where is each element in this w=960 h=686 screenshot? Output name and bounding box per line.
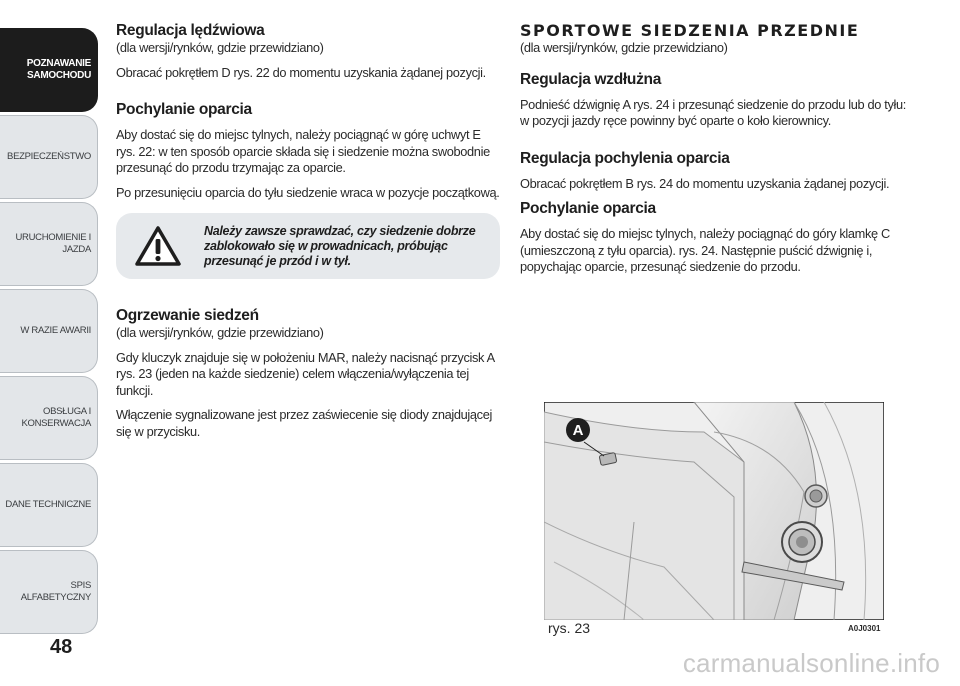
- tab-uruchomienie-i-jazda[interactable]: URUCHOMIENIE I JAZDA: [0, 202, 98, 286]
- longitudinal-text: Podnieść dźwignię A rys. 24 i przesunąć siedzenie do przodu lub do tyłu: w pozycji jazdy ręce powinny być oparte o koło kierownicy.: [520, 96, 906, 128]
- backrest-text-1: Aby dostać się do miejsc tylnych, należy pociągnąć w górę uchwyt E rys. 22: w ten sposób oparcie składa się i siedzenie można swobodnie przesunąć do przodu trzymając za oparcie.: [116, 127, 490, 175]
- right-column: [520, 22, 910, 276]
- section-heading: SPORTOWE SIEDZENIA PRZEDNIE: [520, 21, 860, 40]
- tab-w-razie-awarii[interactable]: W RAZIE AWARII: [0, 289, 98, 373]
- warning-text: Należy zawsze sprawdzać, czy siedzenie dobrze zablokowało się w prowadnicach, próbując przesunąć je przód i w tył.: [204, 223, 476, 268]
- warning-triangle-icon: [134, 225, 182, 267]
- backrest-title: Pochylanie oparcia: [116, 101, 252, 118]
- tab-spis-alfabetyczny[interactable]: SPIS ALFABETYCZNY: [0, 550, 98, 634]
- lumbar-subtitle: (dla wersji/rynków, gdzie przewidziano): [116, 40, 324, 55]
- right-backrest-text: Aby dostać się do miejsc tylnych, należy pociągnąć do góry klamkę C (umieszczoną z tyłu oparcia). rys. 24. Następnie puścić dźwignię i, popychając oparcie, przesunąć siedzenie do przodu.: [520, 226, 890, 274]
- heating-subtitle: (dla wersji/rynków, gdzie przewidziano): [116, 325, 324, 340]
- watermark: carmanualsonline.info: [682, 648, 940, 678]
- figure-code: A0J0301: [848, 624, 881, 633]
- heating-title: Ogrzewanie siedzeń: [116, 307, 259, 324]
- page-number: 48: [50, 636, 73, 658]
- lumbar-title: Regulacja lędźwiowa: [116, 22, 265, 39]
- longitudinal-title: Regulacja wzdłużna: [520, 70, 662, 88]
- tab-poznawanie-samochodu[interactable]: POZNAWANIE SAMOCHODU: [0, 28, 98, 112]
- heating-text-1: Gdy kluczyk znajduje się w położeniu MAR, należy nacisnąć przycisk A rys. 23 (jeden na każde siedzenie) celem włączenia/wyłączenia tej funkcji.: [116, 349, 495, 398]
- tab-obsluga-i-konserwacja[interactable]: OBSŁUGA I KONSERWACJA: [0, 376, 98, 460]
- lumbar-text: Obracać pokrętłem D rys. 22 do momentu uzyskania żądanej pozycji.: [116, 64, 486, 80]
- tab-bezpieczenstwo[interactable]: BEZPIECZEŃSTWO: [0, 115, 98, 199]
- figure-marker-a: A: [572, 422, 584, 439]
- figure-caption: rys. 23: [548, 620, 591, 636]
- heating-text-2: Włączenie sygnalizowane jest przez zaświecenie się diody znajdującej się w przycisku.: [116, 407, 492, 439]
- section-heading-subtitle: (dla wersji/rynków, gdzie przewidziano): [520, 40, 728, 55]
- left-column: [116, 22, 500, 440]
- tilt-title: Regulacja pochylenia oparcia: [520, 149, 730, 167]
- seat-illustration: [544, 402, 884, 620]
- warning-box: [116, 213, 500, 279]
- tab-dane-techniczne[interactable]: DANE TECHNICZNE: [0, 463, 98, 547]
- right-backrest-title: Pochylanie oparcia: [520, 200, 656, 217]
- tilt-text: Obracać pokrętłem B rys. 24 do momentu uzyskania żądanej pozycji.: [520, 175, 890, 191]
- backrest-text-2: Po przesunięciu oparcia do tyłu siedzenie wraca w pozycje początkową.: [116, 184, 500, 200]
